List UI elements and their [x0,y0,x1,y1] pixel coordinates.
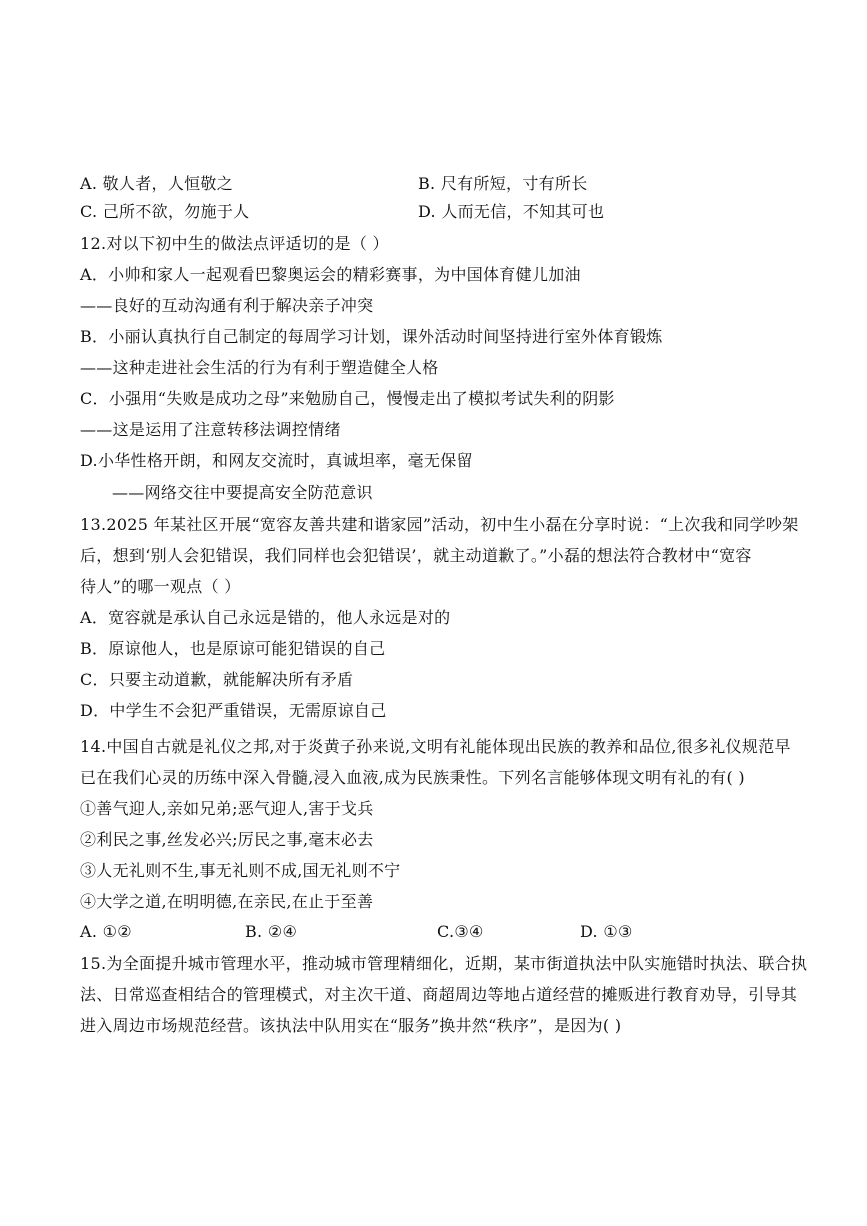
q11-option-d: D. 人而无信，不知其可也 [418,202,605,221]
q14-option-c: C.③④ [437,922,484,941]
q14-stem-line1: 14.中国自古就是礼仪之邦,对于炎黄子孙来说,文明有礼能体现出民族的教养和品位,很多礼仪规范早 [80,737,791,756]
q14-option-a: A. ①② [80,922,132,941]
q12-option-b-comment: ——这种走进社会生活的行为有利于塑造健全人格 [80,358,439,377]
q13-option-a: A．宽容就是承认自己永远是错的，他人永远是对的 [80,608,451,627]
q12-option-c-comment: ——这是运用了注意转移法调控情绪 [80,420,341,439]
q13-stem-line1: 13.2025 年某社区开展“宽容友善共建和谐家园”活动，初中生小磊在分享时说：“上次我和同学吵架 [80,515,799,534]
q15-stem-line3: 进入周边市场规范经营。该执法中队用实在“服务”换井然“秩序”，是因为( ) [80,1016,622,1035]
q11-option-a: A. 敬人者，人恒敬之 [80,174,234,193]
q14-option-d: D. ①③ [580,922,633,941]
q13-stem-line2: 后，想到‘别人会犯错误，我们同样也会犯错误’，就主动道歉了。”小磊的想法符合教材中“宽容 [80,546,752,565]
q14-item-1: ①善气迎人,亲如兄弟;恶气迎人,害于戈兵 [80,799,374,818]
q12-option-d: D.小华性格开朗，和网友交流时，真诚坦率，毫无保留 [80,451,473,470]
q12-stem: 12.对以下初中生的做法点评适切的是（ ） [80,234,389,253]
q12-option-b: B．小丽认真执行自己制定的每周学习计划，课外活动时间坚持进行室外体育锻炼 [80,327,663,346]
q13-option-d: D．中学生不会犯严重错误，无需原谅自己 [80,701,387,720]
q12-option-a: A．小帅和家人一起观看巴黎奥运会的精彩赛事，为中国体育健儿加油 [80,265,581,284]
q12-option-a-comment: ——良好的互动沟通有利于解决亲子冲突 [80,296,374,315]
q13-stem-line3: 待人”的哪一观点（ ） [80,577,241,596]
q15-stem-line2: 法、日常巡查相结合的管理模式，对主次干道、商超周边等地占道经营的摊贩进行教育劝导，引导其 [80,985,798,1004]
q15-stem-line1: 15.为全面提升城市管理水平，推动城市管理精细化，近期，某市街道执法中队实施错时执法、联合执 [80,954,808,973]
q14-item-2: ②利民之事,丝发必兴;厉民之事,毫末必去 [80,830,374,849]
q13-option-c: C．只要主动道歉，就能解决所有矛盾 [80,670,354,689]
q13-option-b: B．原谅他人，也是原谅可能犯错误的自己 [80,639,386,658]
q12-option-c: C．小强用“失败是成功之母”来勉励自己，慢慢走出了模拟考试失利的阴影 [80,389,615,408]
q14-item-4: ④大学之道,在明明德,在亲民,在止于至善 [80,892,374,911]
q11-option-c: C. 己所不欲，勿施于人 [80,202,250,221]
q14-option-b: B. ②④ [245,922,298,941]
q11-option-b: B. 尺有所短，寸有所长 [418,174,588,193]
q14-stem-line2: 已在我们心灵的历练中深入骨髓,浸入血液,成为民族秉性。下列名言能够体现文明有礼的有( ) [80,768,745,787]
q12-option-d-comment: ——网络交往中要提高安全防范意识 [112,483,373,502]
q14-item-3: ③人无礼则不生,事无礼则不成,国无礼则不宁 [80,861,401,880]
